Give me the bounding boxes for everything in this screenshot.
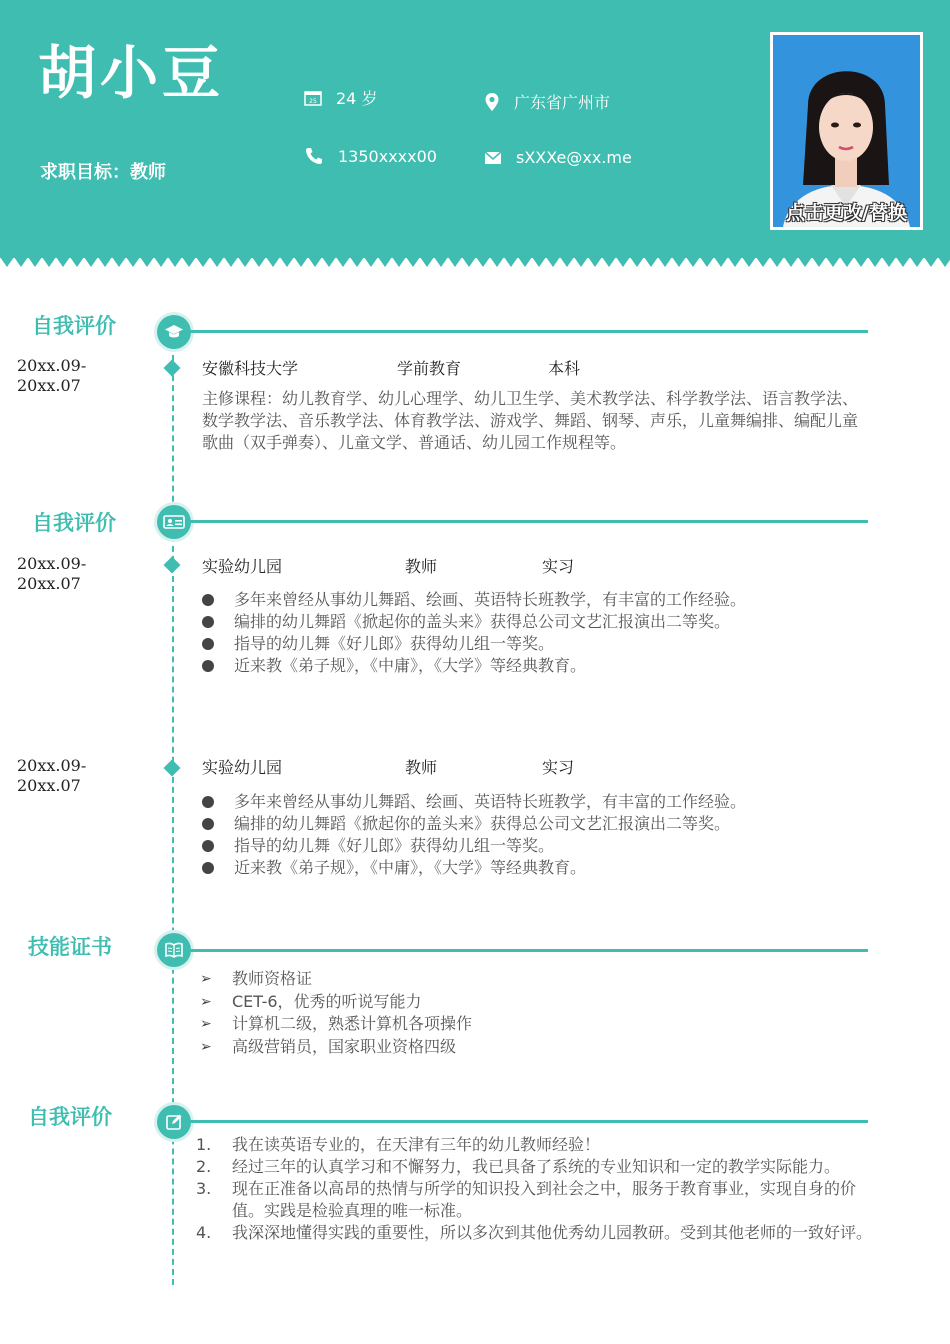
education-courses: 主修课程：幼儿教育学、幼儿心理学、幼儿卫生学、美术教学法、科学教学法、语言教学法、数学教学法、音乐教学法、体育教学法、游戏学、舞蹈、钢琴、声乐，儿童舞编排、编配儿童歌曲（双手弹奏）、儿童文学、普通话、幼儿园工作规程等。 [202,389,859,452]
experience-date [17,756,86,796]
experience-list [202,589,746,677]
list-item: 近来教《弟子规》，《中庸》，《大学》等经典教育。 [202,655,746,677]
graduation-cap-icon [157,315,191,349]
header-banner [0,0,950,258]
calendar-icon [304,90,322,106]
photo-change-caption[interactable]: 点击更改/替换 [786,202,907,224]
date-end: 20xx.07 [17,574,81,593]
education-header-row [202,356,862,376]
experience-list [202,791,746,879]
section-title-skills: 技能证书 [28,935,112,959]
major-name: 学前教育 [397,359,462,378]
item-number: 1. [196,1135,212,1154]
phone-text: 1350xxxx00 [338,146,437,166]
timeline-diamond [164,760,181,777]
location-text: 广东省广州市 [514,93,611,112]
job-objective: 求职目标：教师 [40,162,166,183]
phone-info [304,146,437,166]
skills-list [202,968,472,1058]
list-item: ➢ 教师资格证 [202,968,472,991]
list-item: 多年来曾经从事幼儿舞蹈、绘画、英语特长班教学，有丰富的工作经验。 [202,791,746,813]
location-pin-icon [484,92,500,112]
section-title-education: 自我评价 [32,314,116,338]
item-number: 4. [196,1223,212,1242]
list-item: ➢ CET-6，优秀的听说写能力 [202,991,472,1014]
experience-header-row [202,755,862,775]
timeline-diamond [164,360,181,377]
age-info [304,86,377,109]
date-start: 20xx.09- [17,756,87,775]
org-name: 实验幼儿园 [202,557,283,576]
id-card-icon [157,505,191,539]
edit-icon [157,1105,191,1139]
item-text: 我在读英语专业的，在天津有三年的幼儿教师经验！ [232,1135,601,1154]
svg-text:25: 25 [309,97,317,105]
email-text: sXXXe@xx.me [516,148,632,167]
section-divider-education [190,330,868,333]
role-name: 教师 [405,557,438,576]
job-type: 实习 [542,557,575,576]
item-text: 经过三年的认真学习和不懈努力，我已具备了系统的专业知识和一定的教学实际能力。 [232,1157,841,1176]
role-name: 教师 [405,758,438,777]
header-zigzag-edge [0,257,950,269]
degree-name: 本科 [548,359,581,378]
list-item [196,1178,876,1222]
book-icon [157,933,191,967]
resume-name: 胡小豆 [38,39,225,107]
list-item: ➢ 高级营销员，国家职业资格四级 [202,1036,472,1059]
timeline-dashed-line [172,345,174,1285]
section-divider-skills [190,949,868,952]
experience-header-row [202,554,862,574]
self-evaluation-list [196,1134,876,1244]
org-name: 实验幼儿园 [202,758,283,777]
date-start: 20xx.09- [17,554,87,573]
list-item: 指导的幼儿舞《好儿郎》获得幼儿组一等奖。 [202,835,746,857]
list-item: 编排的幼儿舞蹈《掀起你的盖头来》获得总公司文艺汇报演出二等奖。 [202,611,746,633]
list-item [196,1222,876,1244]
item-number: 2. [196,1157,212,1176]
phone-icon [304,146,324,166]
photo-frame [773,35,920,227]
list-item [196,1134,876,1156]
item-text: 现在正准备以高昂的热情与所学的知识投入到社会之中，服务于教育事业，实现自身的价值。实践是检验真理的唯一标准。 [232,1179,857,1220]
list-item [196,1156,876,1178]
section-divider-experience [190,520,868,523]
timeline-diamond [164,557,181,574]
section-title-self-evaluation: 自我评价 [28,1105,112,1129]
list-item: 多年来曾经从事幼儿舞蹈、绘画、英语特长班教学，有丰富的工作经验。 [202,589,746,611]
location-info [484,90,610,113]
section-divider-self-evaluation [190,1120,868,1123]
list-item: 指导的幼儿舞《好儿郎》获得幼儿组一等奖。 [202,633,746,655]
experience-date [17,554,86,594]
item-text: 我深深地懂得实践的重要性，所以多次到其他优秀幼儿园教研。受到其他老师的一致好评。 [232,1223,873,1242]
date-end: 20xx.07 [17,776,81,795]
age-text: 24 岁 [336,89,378,108]
profile-photo[interactable] [770,32,923,230]
email-info [484,148,632,167]
envelope-icon [484,151,502,165]
section-title-experience: 自我评价 [32,511,116,535]
list-item: 近来教《弟子规》，《中庸》，《大学》等经典教育。 [202,857,746,879]
item-number: 3. [196,1179,212,1198]
education-date: 20xx.09-20xx.07 [17,356,87,395]
list-item: ➢ 计算机二级，熟悉计算机各项操作 [202,1013,472,1036]
list-item: 编排的幼儿舞蹈《掀起你的盖头来》获得总公司文艺汇报演出二等奖。 [202,813,746,835]
job-type: 实习 [542,758,575,777]
school-name: 安徽科技大学 [202,359,299,378]
